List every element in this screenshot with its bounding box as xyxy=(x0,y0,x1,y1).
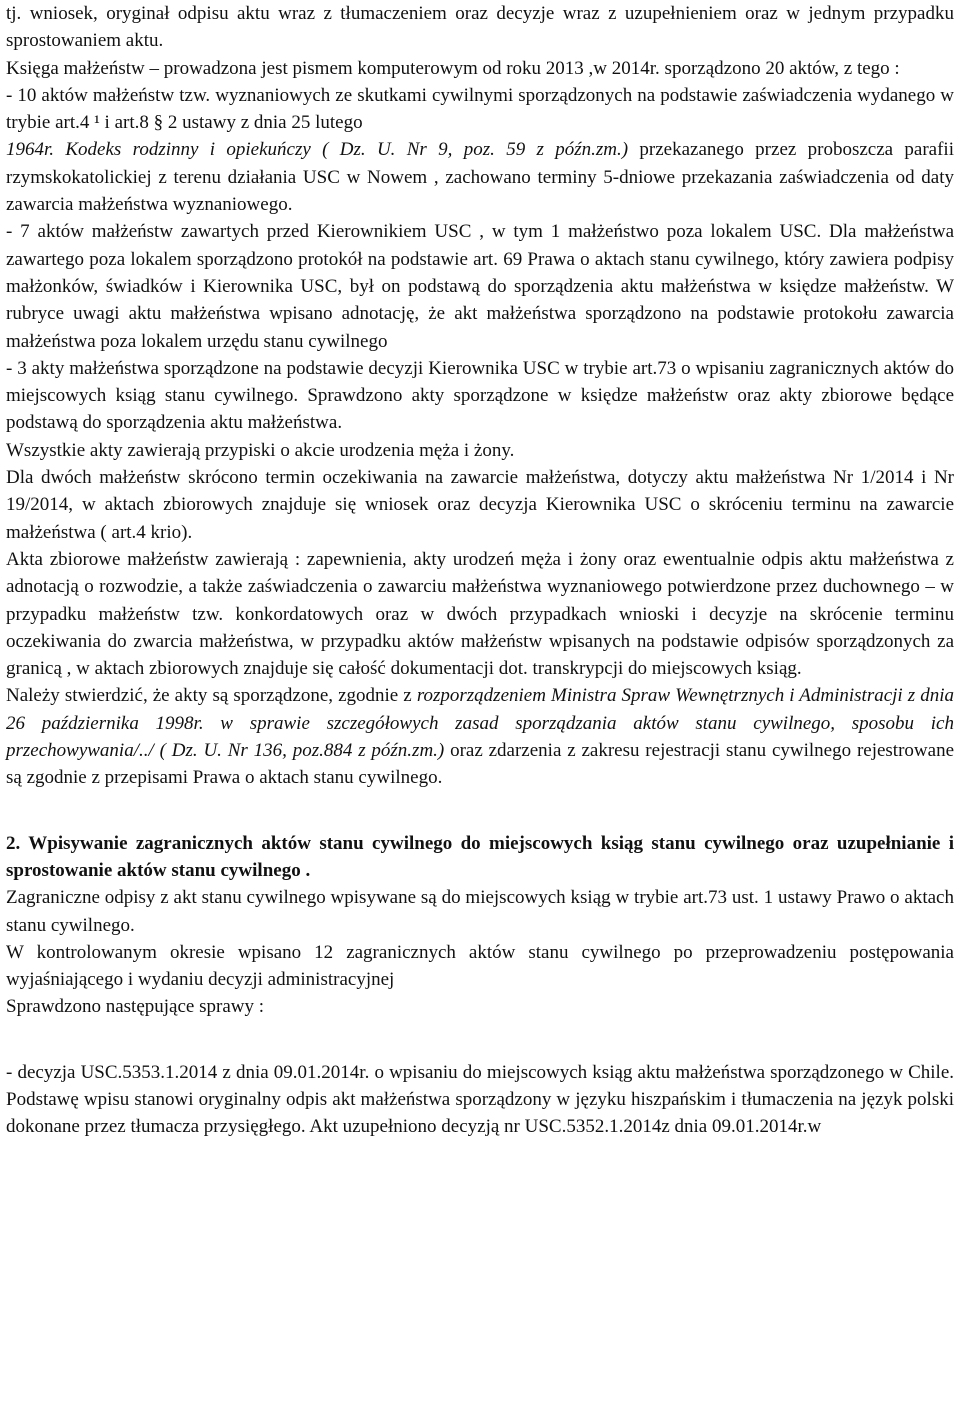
paragraph-nalezy xyxy=(6,682,954,791)
paragraph-kro xyxy=(6,136,954,218)
nalezy-pre: Należy stwierdzić, że akty są sporządzone, zgodnie z xyxy=(6,685,417,707)
text-line-3: - 10 aktów małżeństw tzw. wyznaniowych ze skutkami cywilnymi sporządzonych na podstawie zaświadczenia wydanego w trybie art.4 ¹ i art.8 § 2 ustawy z dnia 25 lutego xyxy=(6,84,954,134)
paragraph-3-akty: - 3 akty małżeństwa sporządzone na podstawie decyzji Kierownika USC w trybie art.73 o wpisaniu zagranicznych aktów do miejscowych ksiąg stanu cywilnego. Sprawdzono akty sporządzone w księdze małżeństw oraz akty zbiorowe będące podstawą do sporządzenia aktu małżeństwa. xyxy=(6,357,954,434)
section-gap xyxy=(6,792,954,830)
paragraph-zagraniczne: Zagraniczne odpisy z akt stanu cywilnego wpisywane są do miejscowych ksiąg w trybie art.73 ust. 1 ustawy Prawo o aktach stanu cywilnego. xyxy=(6,887,954,936)
paragraph-dwoch: Dla dwóch małżeństw skrócono termin oczekiwania na zawarcie małżeństwa, dotyczy aktu małżeństwa Nr 1/2014 i Nr 19/2014, w aktach zbiorowych znajduje się wniosek oraz decyzja Kierownika USC o skróceniu terminu na zawarcie małżeństwa ( art.4 krio). xyxy=(6,467,954,543)
paragraph-akta: Akta zbiorowe małżeństw zawierają : zapewnienia, akty urodzeń męża i żony oraz ewentualnie odpis aktu małżeństwa z adnotacją o rozwodzie, a także zaświadczenia o zawarciu małżeństwa wyznaniowego potwierdzone przez duchownego – w przypadku małżeństw tzw. konkordatowych oraz w dwóch przypadkach wnioski i decyzje na skrócenie terminu oczekiwania do zwarcia małżeństwa, w przypadku aktów małżeństw wpisanych na podstawie odpisów sporządzonych za granicą , w aktach zbiorowych znajduje się całość dokumentacji dot. transkrypcji do miejscowych ksiąg. xyxy=(6,548,954,680)
paragraph-przypiski: Wszystkie akty zawierają przypiski o akcie urodzenia męża i żony. xyxy=(6,439,515,461)
list-gap xyxy=(6,1021,954,1059)
kro-rest: przekazanego przez proboszcza parafii rzymskokatolickiej z terenu działania USC w Nowem , zachowano terminy 5-dniowe przekazania zaświadczenia od daty zawarcia małżeństwa wyznaniowego. xyxy=(6,139,954,216)
paragraph-7-aktow: - 7 aktów małżeństw zawartych przed Kierownikiem USC , w tym 1 małżeństwo poza lokalem USC. Dla małżeństwa zawartego poza lokalem sporządzono protokół na podstawie art. 69 Prawa o aktach stanu cywilnego, który zawiera podpisy małżonków, świadków i Kierownika USC, był on podstawą do sporządzenia aktu małżeństwa w księdze małżeństw. W rubryce uwagi aktu małżeństwa wpisano adnotację, że akt małżeństwa sporządzono na podstawie protokołu zawarcia małżeństwa poza lokalem urzędu stanu cywilnego xyxy=(6,221,954,352)
section-2-heading: 2. Wpisywanie zagranicznych aktów stanu cywilnego do miejscowych ksiąg stanu cywilnego oraz uzupełnianie i sprostowanie aktów stanu cywilnego . xyxy=(6,832,954,881)
nalezy-citation: rozporządzeniem Ministra Spraw Wewnętrznych i Administracji z dnia 26 października 1998r. w sprawie szczegółowych zasad sporządzania aktów stanu cywilnego, sposobu ich przechowywania/../ ( Dz. U. Nr 136, poz.884 z późn.zm.) xyxy=(6,685,954,762)
kro-citation: 1964r. Kodeks rodzinny i opiekuńczy ( Dz. U. Nr 9, poz. 59 z późn.zm.) xyxy=(6,139,629,161)
paragraph-decyzja: - decyzja USC.5353.1.2014 z dnia 09.01.2014r. o wpisaniu do miejscowych ksiąg aktu małżeństwa sporządzonego w Chile. Podstawę wpisu stanowi oryginalny odpis akt małżeństwa sporządzony w języku hiszpańskim i tłumaczenia na język polski dokonane przez tłumacza przysięgłego. Akt uzupełniono decyzją nr USC.5352.1.2014z dnia 09.01.2014r.w xyxy=(6,1061,954,1138)
paragraph-kontrol: W kontrolowanym okresie wpisano 12 zagranicznych aktów stanu cywilnego po przeprowadzeniu postępowania wyjaśniającego i wydaniu decyzji administracyjnej xyxy=(6,941,954,991)
text-line-2: Księga małżeństw – prowadzona jest pismem komputerowym od roku 2013 ,w 2014r. sporządzono 20 aktów, z tego : xyxy=(6,57,900,79)
paragraph-sprawdzono: Sprawdzono następujące sprawy : xyxy=(6,996,265,1018)
text-line-1: tj. wniosek, oryginał odpisu aktu wraz z tłumaczeniem oraz decyzje wraz z uzupełnieniem oraz w jednym przypadku sprostowaniem aktu. xyxy=(6,3,954,52)
nalezy-post: oraz zdarzenia z zakresu rejestracji stanu cywilnego rejestrowane są zgodnie z przepisami Prawa o aktach stanu cywilnego. xyxy=(6,740,954,789)
